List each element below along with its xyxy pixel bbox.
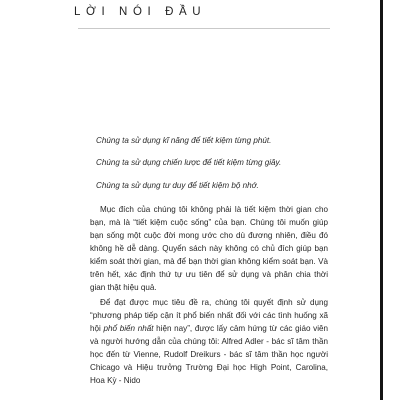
page-heading: LỜI NÓI ĐẦU bbox=[74, 6, 207, 18]
page-edge-rule bbox=[380, 0, 383, 400]
paragraph-2-emphasis: phổ biến nhất bbox=[103, 324, 154, 334]
paragraph-2-text-start: Để đạt được mục tiêu đề ra, chúng tôi quyết định sử dụng “phương pháp tiếp cận ít phổ biến nhất đối với các tình huống xã hội bbox=[90, 298, 328, 334]
paragraph-1-text: Mục đích của chúng tôi không phải là tiết kiệm thời gian cho bạn, mà là “tiết kiệm cuộc sống” của bạn. Chúng tôi muốn giúp bạn sống một cuộc đời mong ước cho dù đương nhiên, điều đó không hề dễ dàng. Quyển sách này không có chủ đích giúp bạn kiểm soát thời gian, mà để bạn thời gian không kiểm soát bạn. Và trên hết, xác định thứ tự ưu tiên để sử dụng và phân chia thời gian thật hiệu quả. bbox=[90, 205, 328, 293]
epigraph bbox=[96, 136, 336, 203]
epigraph-line-1: Chúng ta sử dụng kĩ năng để tiết kiệm từng phút. bbox=[96, 136, 272, 145]
paragraph-2-text-end: hiện nay”, được lấy cảm hứng từ các giáo viên và người hướng dẫn của chúng tôi: Alfred Adler - bác sĩ tâm thần học đến từ Vienne, Rudolf Dreikurs - bác sĩ tâm thần học người Chicago và Hiệu trưởng Trường Đại học High Point, Carolina, Hoa Kỳ - Nido bbox=[90, 324, 328, 386]
heading-rule bbox=[78, 28, 330, 29]
epigraph-line-2: Chúng ta sử dụng chiến lược để tiết kiệm từng giây. bbox=[96, 158, 282, 168]
epigraph-line-3: Chúng ta sử dụng tư duy để tiết kiệm bộ nhớ. bbox=[96, 180, 259, 190]
paragraph-1 bbox=[90, 203, 328, 294]
paragraph-2 bbox=[90, 296, 328, 387]
